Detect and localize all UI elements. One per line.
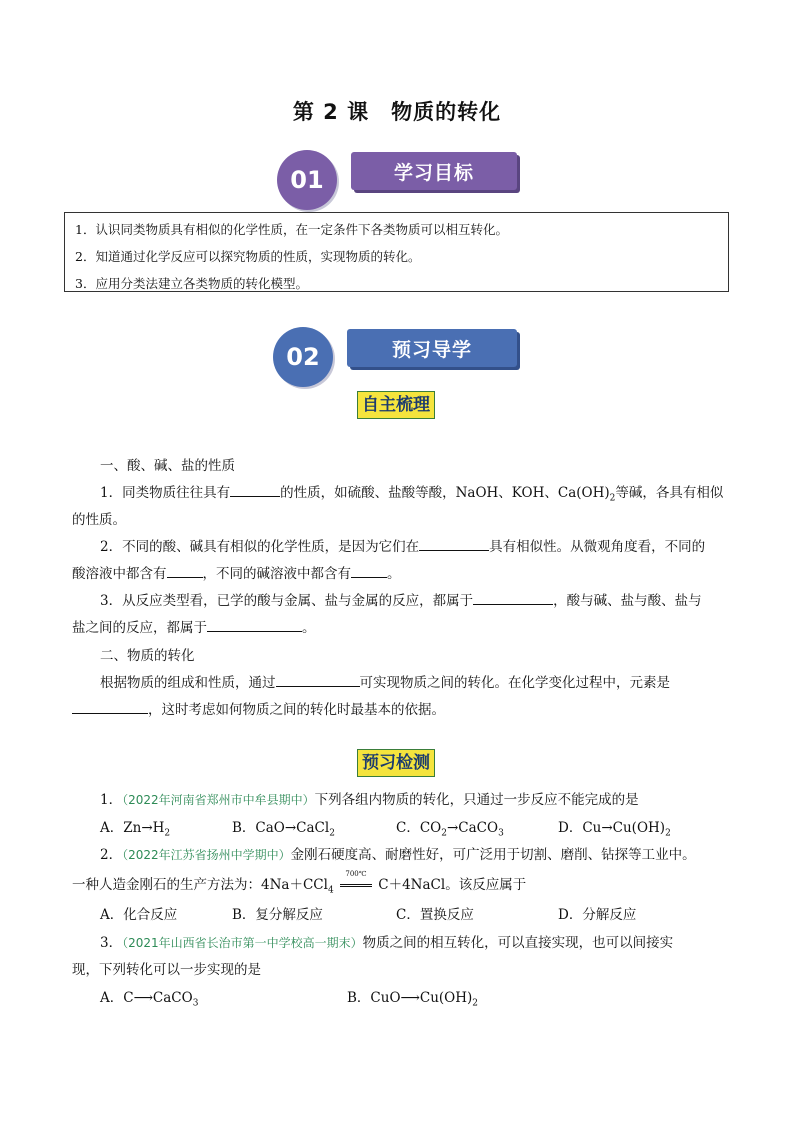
section-number: 01 — [277, 150, 337, 210]
section-badge-preview — [273, 327, 523, 389]
objectives-box — [64, 212, 729, 292]
fill-blank[interactable] — [276, 672, 360, 687]
q2-option-a[interactable]: A．化合反应 — [100, 907, 178, 923]
tag-preview-test — [357, 749, 435, 777]
q1-option-a[interactable]: A．$Zn\to H_2$ — [100, 820, 171, 839]
objective-item: 1．认识同类物质具有相似的化学性质，在一定条件下各类物质可以相互转化。 — [75, 222, 508, 237]
question-source: （2022年江苏省扬州中学期中） — [122, 848, 291, 862]
q3-option-a[interactable]: A．C⟶CaCO$_3$ — [100, 990, 199, 1009]
paragraph-2: 2．不同的酸、碱具有相似的化学性质，是因为它们在 具有相似性。从微观角度看，不同的 — [100, 535, 705, 555]
question-2-equation: 一种人造金刚石的生产方法为：4Na＋CCl$_4$ 700℃ C＋4NaCl。该反应属于 — [72, 870, 527, 896]
section-label: 学习目标 — [351, 152, 517, 190]
q2-option-b[interactable]: B．复分解反应 — [232, 907, 323, 923]
heading-2: 二、物质的转化 — [100, 648, 195, 664]
question-source: （2021年山西省长治市第一中学校高一期末） — [122, 936, 363, 950]
paragraph-1-cont: 的性质。 — [72, 512, 126, 528]
paragraph-3-cont: 盐之间的反应，都属于 。 — [72, 616, 316, 636]
q1-option-d[interactable]: D．$Cu\to Cu(OH)_2$ — [558, 820, 671, 839]
fill-blank[interactable] — [473, 590, 553, 605]
section-badge-objectives — [277, 150, 522, 212]
paragraph-4: 根据物质的组成和性质，通过 可实现物质之间的转化。在化学变化过程中，元素是 — [100, 671, 670, 691]
fill-blank[interactable] — [419, 536, 489, 551]
question-3-cont: 现，下列转化可以一步实现的是 — [72, 962, 261, 978]
objective-item: 2．知道通过化学反应可以探究物质的性质，实现物质的转化。 — [75, 249, 421, 264]
reaction-condition: 700℃ — [338, 877, 374, 893]
q1-option-c[interactable]: C．$CO_2\to CaCO_3$ — [396, 820, 504, 839]
q2-option-d[interactable]: D．分解反应 — [558, 907, 637, 923]
paragraph-4-cont: ，这时考虑如何物质之间的转化时最基本的依据。 — [72, 698, 445, 718]
question-source: （2022年河南省郑州市中牟县期中） — [122, 793, 315, 807]
tag-label: 预习检测 — [357, 749, 435, 777]
paragraph-3: 3．从反应类型看，已学的酸与金属、盐与金属的反应，都属于 ，酸与碱、盐与酸、盐与 — [100, 589, 702, 609]
fill-blank[interactable] — [230, 482, 280, 497]
fill-blank[interactable] — [351, 563, 387, 578]
section-number: 02 — [273, 327, 333, 387]
tag-self-review — [357, 391, 435, 419]
question-3: 3．（2021年山西省长治市第一中学校高一期末）物质之间的相互转化，可以直接实现，也可以间接实 — [100, 935, 674, 951]
fill-blank[interactable] — [167, 563, 203, 578]
heading-1: 一、酸、碱、盐的性质 — [100, 458, 235, 474]
objective-item: 3．应用分类法建立各类物质的转化模型。 — [75, 276, 308, 291]
fill-blank[interactable] — [207, 617, 302, 632]
q1-option-b[interactable]: B．CaO→CaCl$_2$ — [232, 820, 335, 839]
paragraph-1: 1．同类物质往往具有 的性质，如硫酸、盐酸等酸，NaOH、KOH、$Ca(OH)_2$等碱，各具有相似 — [100, 481, 723, 504]
section-label: 预习导学 — [347, 329, 517, 367]
paragraph-2-cont: 酸溶液中都含有 ，不同的碱溶液中都含有 。 — [72, 562, 401, 582]
question-2: 2．（2022年江苏省扬州中学期中）金刚石硬度高、耐磨性好，可广泛用于切割、磨削、钻探等工业中。 — [100, 847, 696, 863]
page-title: 第 2 课 物质的转化 — [292, 100, 502, 124]
question-1: 1．（2022年河南省郑州市中牟县期中）下列各组内物质的转化，只通过一步反应不能完成的是 — [100, 792, 639, 808]
fill-blank[interactable] — [72, 699, 148, 714]
tag-label: 自主梳理 — [357, 391, 435, 419]
q3-option-b[interactable]: B．$CuO⟶Cu(OH)_2$ — [347, 990, 478, 1009]
q2-option-c[interactable]: C．置换反应 — [396, 907, 474, 923]
